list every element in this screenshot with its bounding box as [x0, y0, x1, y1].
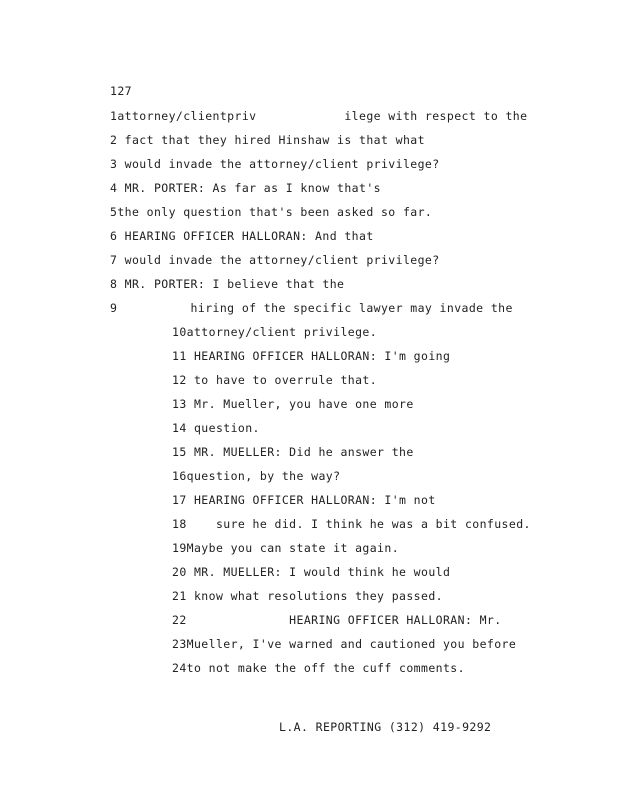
transcript-line-5: 5the only question that's been asked so far. [110, 205, 433, 219]
transcript-line-15: 15 MR. MUELLER: Did he answer the [172, 445, 414, 459]
transcript-line-20: 20 MR. MUELLER: I would think he would [172, 565, 451, 579]
transcript-line-7: 7 would invade the attorney/client privilege? [110, 253, 440, 267]
transcript-line-21: 21 know what resolutions they passed. [172, 589, 443, 603]
transcript-line-1: 1attorney/clientpriv ilege with respect to the [110, 109, 528, 123]
transcript-line-12: 12 to have to overrule that. [172, 373, 378, 387]
transcript-line-10: 10attorney/client privilege. [172, 325, 378, 339]
transcript-line-23: 23Mueller, I've warned and cautioned you before [172, 637, 517, 651]
transcript-line-6: 6 HEARING OFFICER HALLORAN: And that [110, 229, 374, 243]
transcript-line-2: 2 fact that they hired Hinshaw is that what [110, 133, 425, 147]
transcript-line-22: 22 HEARING OFFICER HALLORAN: Mr. [172, 613, 502, 627]
transcript-line-13: 13 Mr. Mueller, you have one more [172, 397, 414, 411]
transcript-line-11: 11 HEARING OFFICER HALLORAN: I'm going [172, 349, 451, 363]
transcript-line-8: 8 MR. PORTER: I believe that the [110, 277, 345, 291]
transcript-line-3: 3 would invade the attorney/client privilege? [110, 157, 440, 171]
transcript-line-16: 16question, by the way? [172, 469, 341, 483]
transcript-line-9: 9 hiring of the specific lawyer may invade the [110, 301, 513, 315]
transcript-line-4: 4 MR. PORTER: As far as I know that's [110, 181, 381, 195]
transcript-line-18: 18 sure he did. I think he was a bit confused. [172, 517, 531, 531]
transcript-line-19: 19Maybe you can state it again. [172, 541, 400, 555]
transcript-line-24: 24to not make the off the cuff comments. [172, 661, 465, 675]
page-number: 127 [110, 84, 132, 98]
transcript-line-14: 14 question. [172, 421, 260, 435]
reporter-footer: L.A. REPORTING (312) 419-9292 [279, 720, 492, 734]
transcript-line-17: 17 HEARING OFFICER HALLORAN: I'm not [172, 493, 436, 507]
